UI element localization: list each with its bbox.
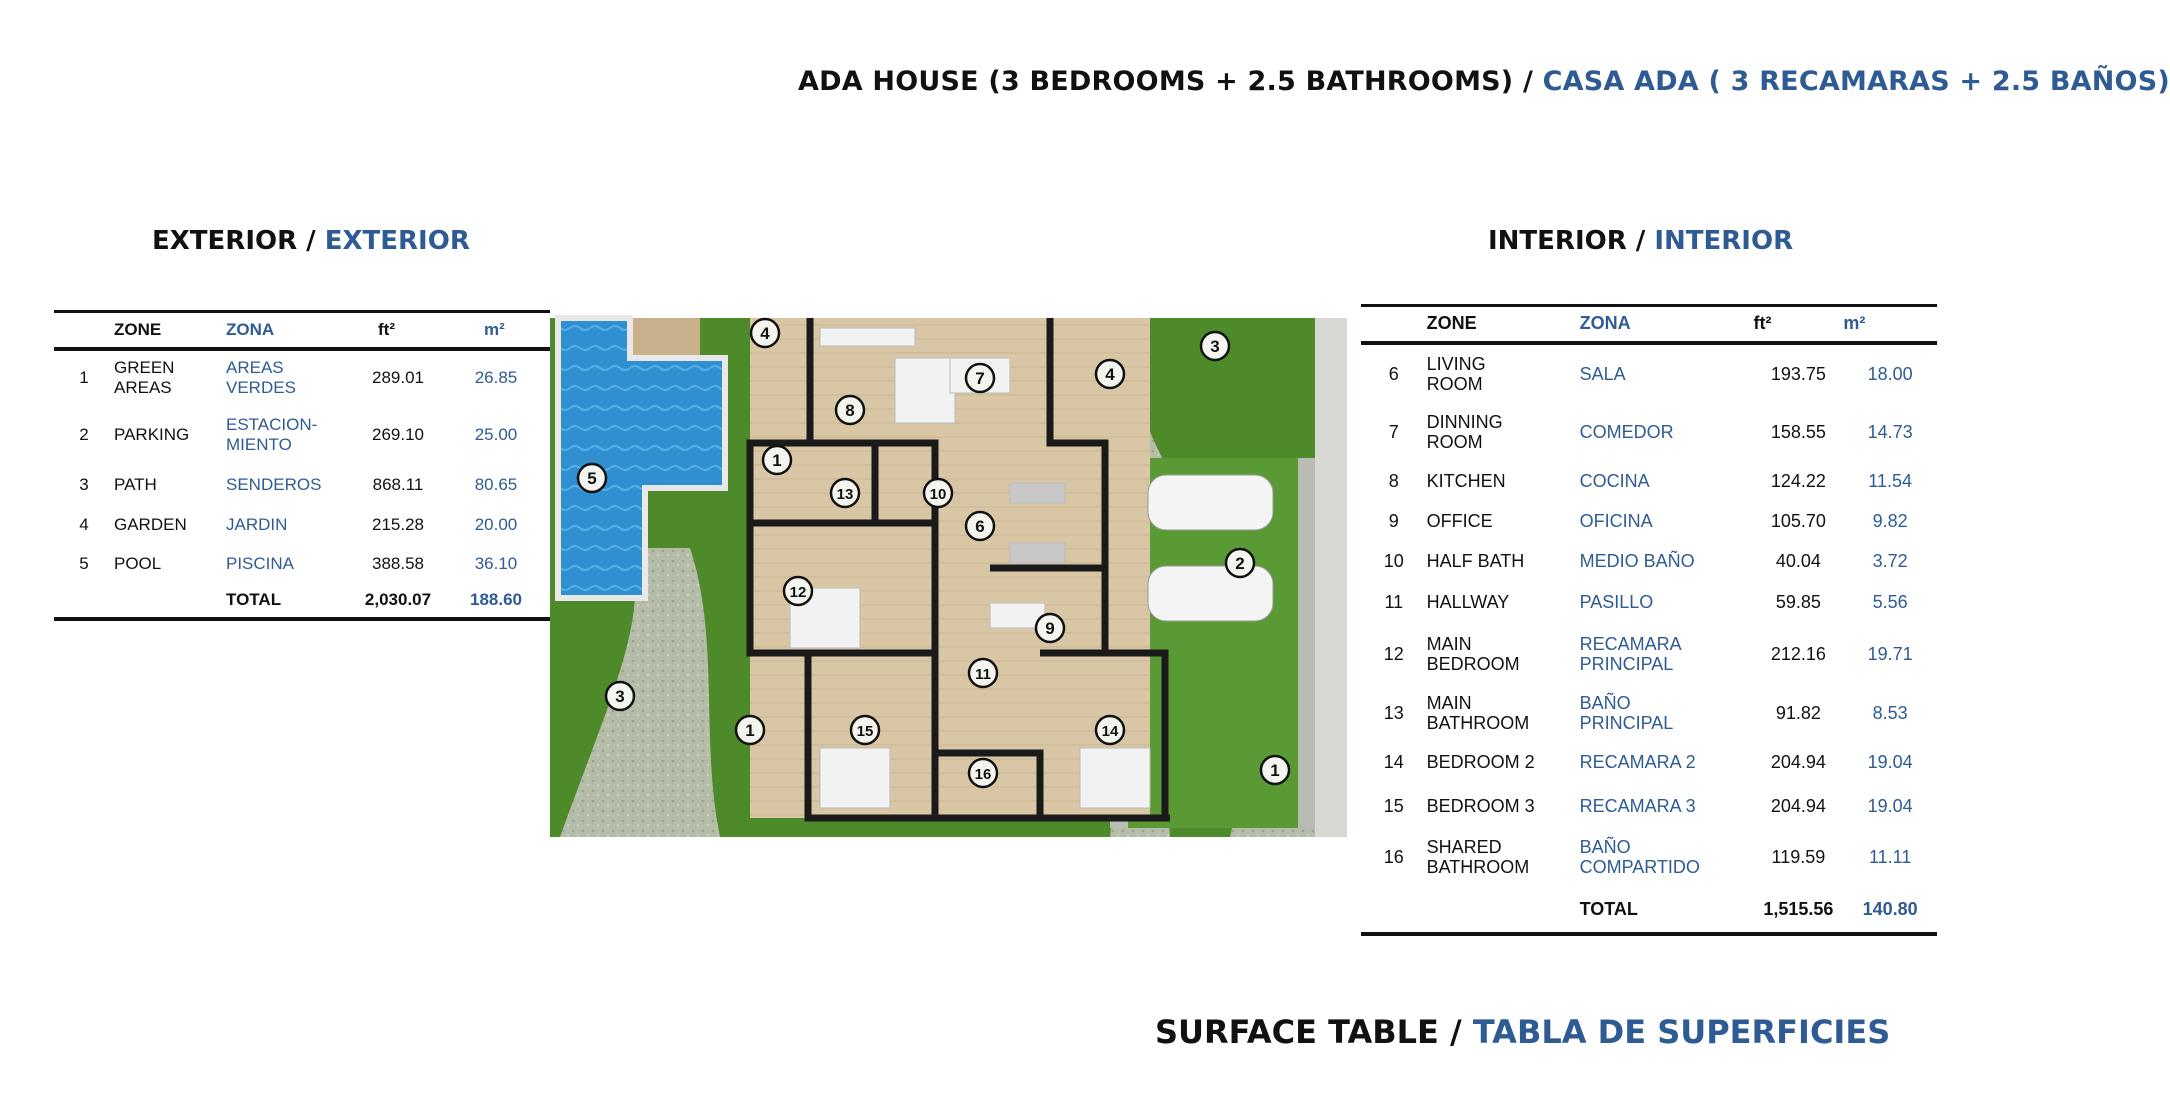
row-zone: GARDEN bbox=[114, 514, 187, 534]
interior-table bbox=[1361, 304, 1937, 936]
exterior-header-num bbox=[54, 312, 114, 349]
row-zona: BAÑO COMPARTIDO bbox=[1579, 837, 1700, 877]
row-ft: 212.16 bbox=[1770, 643, 1826, 664]
row-m: 3.72 bbox=[1872, 551, 1908, 571]
plan-badge bbox=[969, 759, 997, 787]
interior-header-zone: ZONE bbox=[1426, 313, 1477, 334]
plan-badge bbox=[1096, 360, 1124, 388]
footer-title bbox=[1155, 1013, 1890, 1051]
table-row bbox=[1361, 403, 1937, 461]
table-row bbox=[1361, 686, 1937, 740]
row-ft: 204.94 bbox=[1770, 796, 1826, 816]
car bbox=[1148, 566, 1273, 621]
exterior-heading bbox=[152, 226, 470, 256]
row-number: 9 bbox=[1388, 510, 1399, 531]
row-m: 19.04 bbox=[1867, 796, 1913, 816]
table-row bbox=[1361, 582, 1937, 622]
row-zona: AREAS VERDES bbox=[226, 357, 296, 397]
row-m: 80.65 bbox=[474, 474, 518, 494]
plan-badge bbox=[1201, 332, 1229, 360]
row-number: 2 bbox=[79, 424, 89, 444]
row-zone: HALLWAY bbox=[1426, 591, 1510, 612]
total-spacer bbox=[54, 583, 114, 619]
row-number: 4 bbox=[79, 514, 89, 534]
plan-badge-label: 4 bbox=[1105, 365, 1115, 384]
total-spacer bbox=[1427, 887, 1580, 934]
exterior-header-zone: ZONE bbox=[114, 319, 162, 339]
plan-badge-label: 16 bbox=[974, 766, 992, 783]
row-zone: OFFICE bbox=[1426, 510, 1493, 531]
row-zona: RECAMARA 2 bbox=[1579, 752, 1696, 772]
interior-total-row bbox=[1361, 887, 1937, 934]
row-zone: PARKING bbox=[114, 424, 190, 444]
row-zone: KITCHEN bbox=[1426, 470, 1506, 491]
interior-header-num bbox=[1361, 306, 1427, 343]
row-zone: BEDROOM 2 bbox=[1426, 752, 1535, 772]
plan-badge bbox=[578, 464, 606, 492]
row-number: 10 bbox=[1383, 551, 1404, 571]
title-es: CASA ADA ( 3 RECAMARAS + 2.5 BAÑOS) bbox=[1542, 66, 2170, 97]
row-ft: 868.11 bbox=[372, 474, 424, 494]
row-number: 16 bbox=[1383, 847, 1404, 867]
plan-badge-label: 11 bbox=[975, 666, 991, 683]
row-m: 11.11 bbox=[1868, 847, 1912, 867]
total-label: TOTAL bbox=[226, 589, 282, 609]
row-zona: RECAMARA 3 bbox=[1579, 796, 1696, 816]
row-ft: 388.58 bbox=[372, 553, 424, 573]
row-m: 19.04 bbox=[1867, 752, 1913, 772]
row-zona: RECAMARA PRINCIPAL bbox=[1579, 633, 1681, 674]
sofa bbox=[1010, 483, 1065, 503]
plan-badge-label: 1 bbox=[772, 451, 782, 470]
row-m: 26.85 bbox=[474, 367, 518, 387]
row-ft: 40.04 bbox=[1775, 551, 1821, 571]
exterior-header-m: m² bbox=[484, 319, 505, 339]
row-m: 18.00 bbox=[1867, 363, 1913, 384]
row-zone: PATH bbox=[114, 474, 157, 494]
row-number: 14 bbox=[1383, 752, 1404, 772]
total-spacer bbox=[114, 583, 226, 619]
row-zone: LIVING ROOM bbox=[1426, 353, 1486, 394]
interior-header-m: m² bbox=[1843, 313, 1866, 334]
car bbox=[1148, 475, 1273, 530]
row-zone: MAIN BEDROOM bbox=[1426, 633, 1520, 674]
footer-separator: / bbox=[1438, 1013, 1473, 1051]
table-row bbox=[1361, 343, 1937, 403]
table-row bbox=[54, 349, 550, 405]
table-row bbox=[54, 405, 550, 465]
table-row bbox=[54, 545, 550, 583]
kitchen-island bbox=[895, 358, 955, 423]
plan-badge bbox=[851, 716, 879, 744]
plan-badge-label: 5 bbox=[587, 469, 597, 488]
interior-heading-separator: / bbox=[1626, 226, 1655, 256]
plan-badge-label: 10 bbox=[929, 486, 947, 503]
row-zona: MEDIO BAÑO bbox=[1579, 551, 1695, 571]
exterior-heading-separator: / bbox=[297, 226, 325, 256]
row-zone: POOL bbox=[114, 553, 162, 573]
row-ft: 124.22 bbox=[1770, 470, 1826, 491]
row-ft: 119.59 bbox=[1771, 847, 1826, 867]
row-zone: BEDROOM 3 bbox=[1426, 796, 1535, 816]
interior-header-zona: ZONA bbox=[1579, 313, 1631, 334]
row-zona: OFICINA bbox=[1579, 510, 1653, 531]
table-row bbox=[54, 465, 550, 505]
plan-badge bbox=[784, 577, 812, 605]
row-ft: 91.82 bbox=[1775, 702, 1821, 723]
plan-badge-label: 6 bbox=[975, 517, 985, 536]
row-m: 9.82 bbox=[1872, 510, 1908, 531]
plan-badge bbox=[969, 659, 997, 687]
exterior-header-ft: ft² bbox=[378, 319, 395, 339]
plan-badge-label: 4 bbox=[760, 324, 770, 343]
row-ft: 204.94 bbox=[1770, 752, 1826, 772]
plan-badge bbox=[924, 479, 952, 507]
exterior-header-zona: ZONA bbox=[226, 319, 275, 339]
plan-badge-label: 3 bbox=[615, 687, 625, 706]
total-m: 140.80 bbox=[1862, 899, 1918, 919]
plan-badge bbox=[763, 446, 791, 474]
row-ft: 158.55 bbox=[1770, 421, 1826, 442]
row-m: 20.00 bbox=[474, 514, 518, 534]
row-number: 13 bbox=[1383, 702, 1404, 723]
row-zona: COMEDOR bbox=[1579, 421, 1674, 442]
row-m: 5.56 bbox=[1872, 591, 1908, 612]
row-zone: MAIN BATHROOM bbox=[1426, 692, 1530, 733]
plan-badge-label: 13 bbox=[836, 486, 854, 503]
row-number: 8 bbox=[1388, 470, 1399, 491]
row-number: 12 bbox=[1383, 643, 1404, 664]
plan-badge-label: 2 bbox=[1235, 554, 1245, 573]
row-zona: BAÑO PRINCIPAL bbox=[1579, 692, 1674, 733]
total-ft: 2,030.07 bbox=[364, 589, 432, 609]
row-m: 25.00 bbox=[474, 424, 518, 444]
title-separator: / bbox=[1513, 66, 1543, 97]
row-number: 6 bbox=[1388, 363, 1399, 384]
footer-es: TABLA DE SUPERFICIES bbox=[1472, 1013, 1891, 1051]
kitchen-counter bbox=[820, 328, 915, 346]
row-number: 7 bbox=[1388, 421, 1399, 442]
title-en: ADA HOUSE (3 BEDROOMS + 2.5 BATHROOMS) bbox=[798, 66, 1514, 97]
exterior-header-row bbox=[54, 312, 550, 349]
row-number: 5 bbox=[79, 553, 89, 573]
row-number: 3 bbox=[79, 474, 89, 494]
table-row bbox=[1361, 785, 1937, 828]
plan-badge-label: 14 bbox=[1101, 723, 1119, 740]
row-zona: ESTACION- MIENTO bbox=[226, 414, 318, 454]
total-m: 188.60 bbox=[470, 589, 522, 609]
interior-header-ft: ft² bbox=[1753, 313, 1772, 334]
sofa bbox=[1010, 543, 1065, 563]
table-row bbox=[1361, 541, 1937, 582]
plan-badge bbox=[606, 682, 634, 710]
row-zona: PISCINA bbox=[226, 553, 295, 573]
exterior-total-row bbox=[54, 583, 550, 619]
total-ft: 1,515.56 bbox=[1763, 899, 1834, 919]
row-m: 14.73 bbox=[1867, 421, 1913, 442]
plan-badge bbox=[1226, 549, 1254, 577]
plan-badge-label: 3 bbox=[1210, 337, 1220, 356]
table-row bbox=[1361, 828, 1937, 887]
total-label: TOTAL bbox=[1579, 899, 1638, 919]
table-row bbox=[1361, 740, 1937, 785]
row-ft: 193.75 bbox=[1770, 363, 1826, 384]
plan-badge bbox=[751, 319, 779, 347]
plan-badge bbox=[836, 396, 864, 424]
row-ft: 105.70 bbox=[1770, 510, 1826, 531]
plan-badge-label: 1 bbox=[1270, 761, 1280, 780]
plan-badge-label: 9 bbox=[1045, 619, 1055, 638]
plan-badge bbox=[1261, 756, 1289, 784]
plan-badge bbox=[1096, 716, 1124, 744]
row-zone: GREEN AREAS bbox=[114, 357, 175, 397]
plan-badge bbox=[966, 512, 994, 540]
bed bbox=[1080, 748, 1150, 808]
driveway bbox=[1315, 318, 1347, 837]
row-m: 19.71 bbox=[1867, 643, 1913, 664]
plan-badge-label: 15 bbox=[856, 723, 874, 740]
row-ft: 269.10 bbox=[372, 424, 424, 444]
plan-badge bbox=[736, 716, 764, 744]
row-zona: SENDEROS bbox=[226, 474, 322, 494]
interior-heading-es: INTERIOR bbox=[1654, 226, 1794, 256]
row-zone: SHARED BATHROOM bbox=[1426, 837, 1530, 877]
row-zone: HALF BATH bbox=[1426, 551, 1525, 571]
exterior-heading-es: EXTERIOR bbox=[324, 226, 470, 256]
bed bbox=[820, 748, 890, 808]
floor-plan bbox=[550, 318, 1347, 837]
row-zone: DINNING ROOM bbox=[1426, 411, 1503, 452]
interior-heading bbox=[1488, 226, 1793, 256]
plan-badge-label: 12 bbox=[789, 584, 807, 601]
row-zona: COCINA bbox=[1579, 470, 1650, 491]
table-row bbox=[1361, 461, 1937, 501]
plan-badge-label: 8 bbox=[845, 401, 855, 420]
page-title bbox=[798, 66, 2170, 97]
row-m: 11.54 bbox=[1868, 470, 1913, 491]
row-ft: 289.01 bbox=[372, 367, 424, 387]
table-row bbox=[54, 505, 550, 545]
plan-badge-label: 1 bbox=[745, 721, 755, 740]
row-zona: JARDIN bbox=[226, 514, 288, 534]
row-number: 15 bbox=[1383, 796, 1404, 816]
plan-badge bbox=[1036, 614, 1064, 642]
exterior-heading-en: EXTERIOR bbox=[152, 226, 298, 256]
plan-badge-label: 7 bbox=[975, 369, 985, 388]
interior-heading-en: INTERIOR bbox=[1488, 226, 1627, 256]
row-number: 11 bbox=[1384, 591, 1404, 612]
total-spacer bbox=[1361, 887, 1427, 934]
row-ft: 59.85 bbox=[1775, 591, 1821, 612]
table-row bbox=[1361, 622, 1937, 686]
table-row bbox=[1361, 501, 1937, 541]
row-zona: SALA bbox=[1579, 363, 1626, 384]
interior-header-row bbox=[1361, 306, 1937, 343]
plan-badge bbox=[966, 364, 994, 392]
row-m: 36.10 bbox=[474, 553, 518, 573]
footer-en: SURFACE TABLE bbox=[1155, 1013, 1439, 1051]
row-ft: 215.28 bbox=[372, 514, 424, 534]
row-zona: PASILLO bbox=[1579, 591, 1654, 612]
row-m: 8.53 bbox=[1872, 702, 1908, 723]
row-number: 1 bbox=[79, 367, 89, 387]
exterior-table bbox=[54, 310, 550, 621]
plan-badge bbox=[831, 479, 859, 507]
